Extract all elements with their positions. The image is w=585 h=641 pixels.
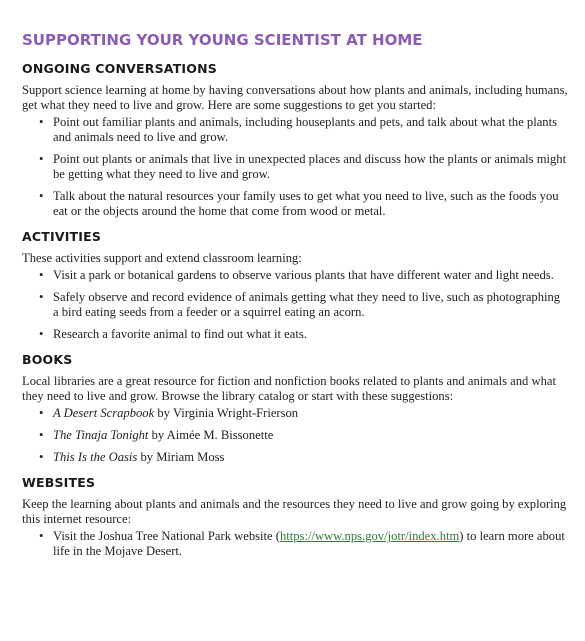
bullet-icon: • [39,450,44,464]
document-page [22,30,568,568]
activities-list [22,268,568,342]
section-heading-conversations: ONGOING CONVERSATIONS [22,61,217,76]
book-item [22,450,568,465]
list-item: • Point out plants or animals that live in unexpected places and discuss how the plants or animals might be getting what they need to live and grow. [39,152,567,181]
section-heading-activities: ACTIVITIES [22,229,102,244]
conversations-intro: Support science learning at home by having conversations about how plants and animals, including humans, get what they need to live and grow. Here are some suggestions to get you started: [22,83,568,112]
book-item [22,406,568,421]
book-title: This Is the Oasis [53,450,138,464]
books-list [22,406,568,465]
list-item: • Safely observe and record evidence of animals getting what they need to live, such as photographing a bird eating seeds from a feeder or a squirrel eating an acorn. [39,290,561,319]
page-title: SUPPORTING YOUR YOUNG SCIENTIST AT HOME [22,31,423,49]
joshua-tree-link[interactable]: https://www.nps.gov/jotr/index.htm [279,529,460,543]
bullet-icon: • [39,115,44,129]
bullet-icon: • [39,327,44,341]
list-item: • Talk about the natural resources your family uses to get what you need to live, such as the foods you eat or the objects around the home that come from wood or metal. [39,189,559,218]
book-author: by Virginia Wright-Frierson [154,406,299,420]
book-title: The Tinaja Tonight [53,428,149,442]
list-item: • Point out familiar plants and animals, including houseplants and pets, and talk about what the plants and animals need to live and grow. [39,115,558,144]
bullet-icon: • [39,428,44,442]
book-title: A Desert Scrapbook [53,406,155,420]
bullet-icon: • [39,406,44,420]
list-item: • Visit the Joshua Tree National Park website (https://www.nps.gov/jotr/index.htm) to learn more about life in the Mojave Desert. [39,529,565,558]
activities-intro: These activities support and extend classroom learning: [22,251,302,265]
conversations-list [22,115,568,219]
list-item: • Research a favorite animal to find out what it eats. [39,327,307,341]
section-websites [22,474,568,559]
book-author: by Miriam Moss [137,450,225,464]
section-conversations [22,60,568,219]
section-books [22,351,568,465]
bullet-icon: • [39,290,44,304]
section-activities [22,228,568,342]
book-item [22,428,568,443]
list-item: • Visit a park or botanical gardens to observe various plants that have different water and light needs. [39,268,554,282]
bullet-icon: • [39,189,44,203]
websites-intro: Keep the learning about plants and animals and the resources they need to live and grow going by exploring this internet resource: [22,497,567,526]
bullet-icon: • [39,152,44,166]
section-heading-books: BOOKS [22,352,73,367]
books-intro: Local libraries are a great resource for fiction and nonfiction books related to plants and animals and what they need to live and grow. Browse the library catalog or start with these suggestions: [22,374,556,403]
bullet-icon: • [39,529,44,543]
section-heading-websites: WEBSITES [22,475,96,490]
websites-list [22,529,568,559]
bullet-icon: • [39,268,44,282]
book-author: by Aimée M. Bissonette [148,428,274,442]
